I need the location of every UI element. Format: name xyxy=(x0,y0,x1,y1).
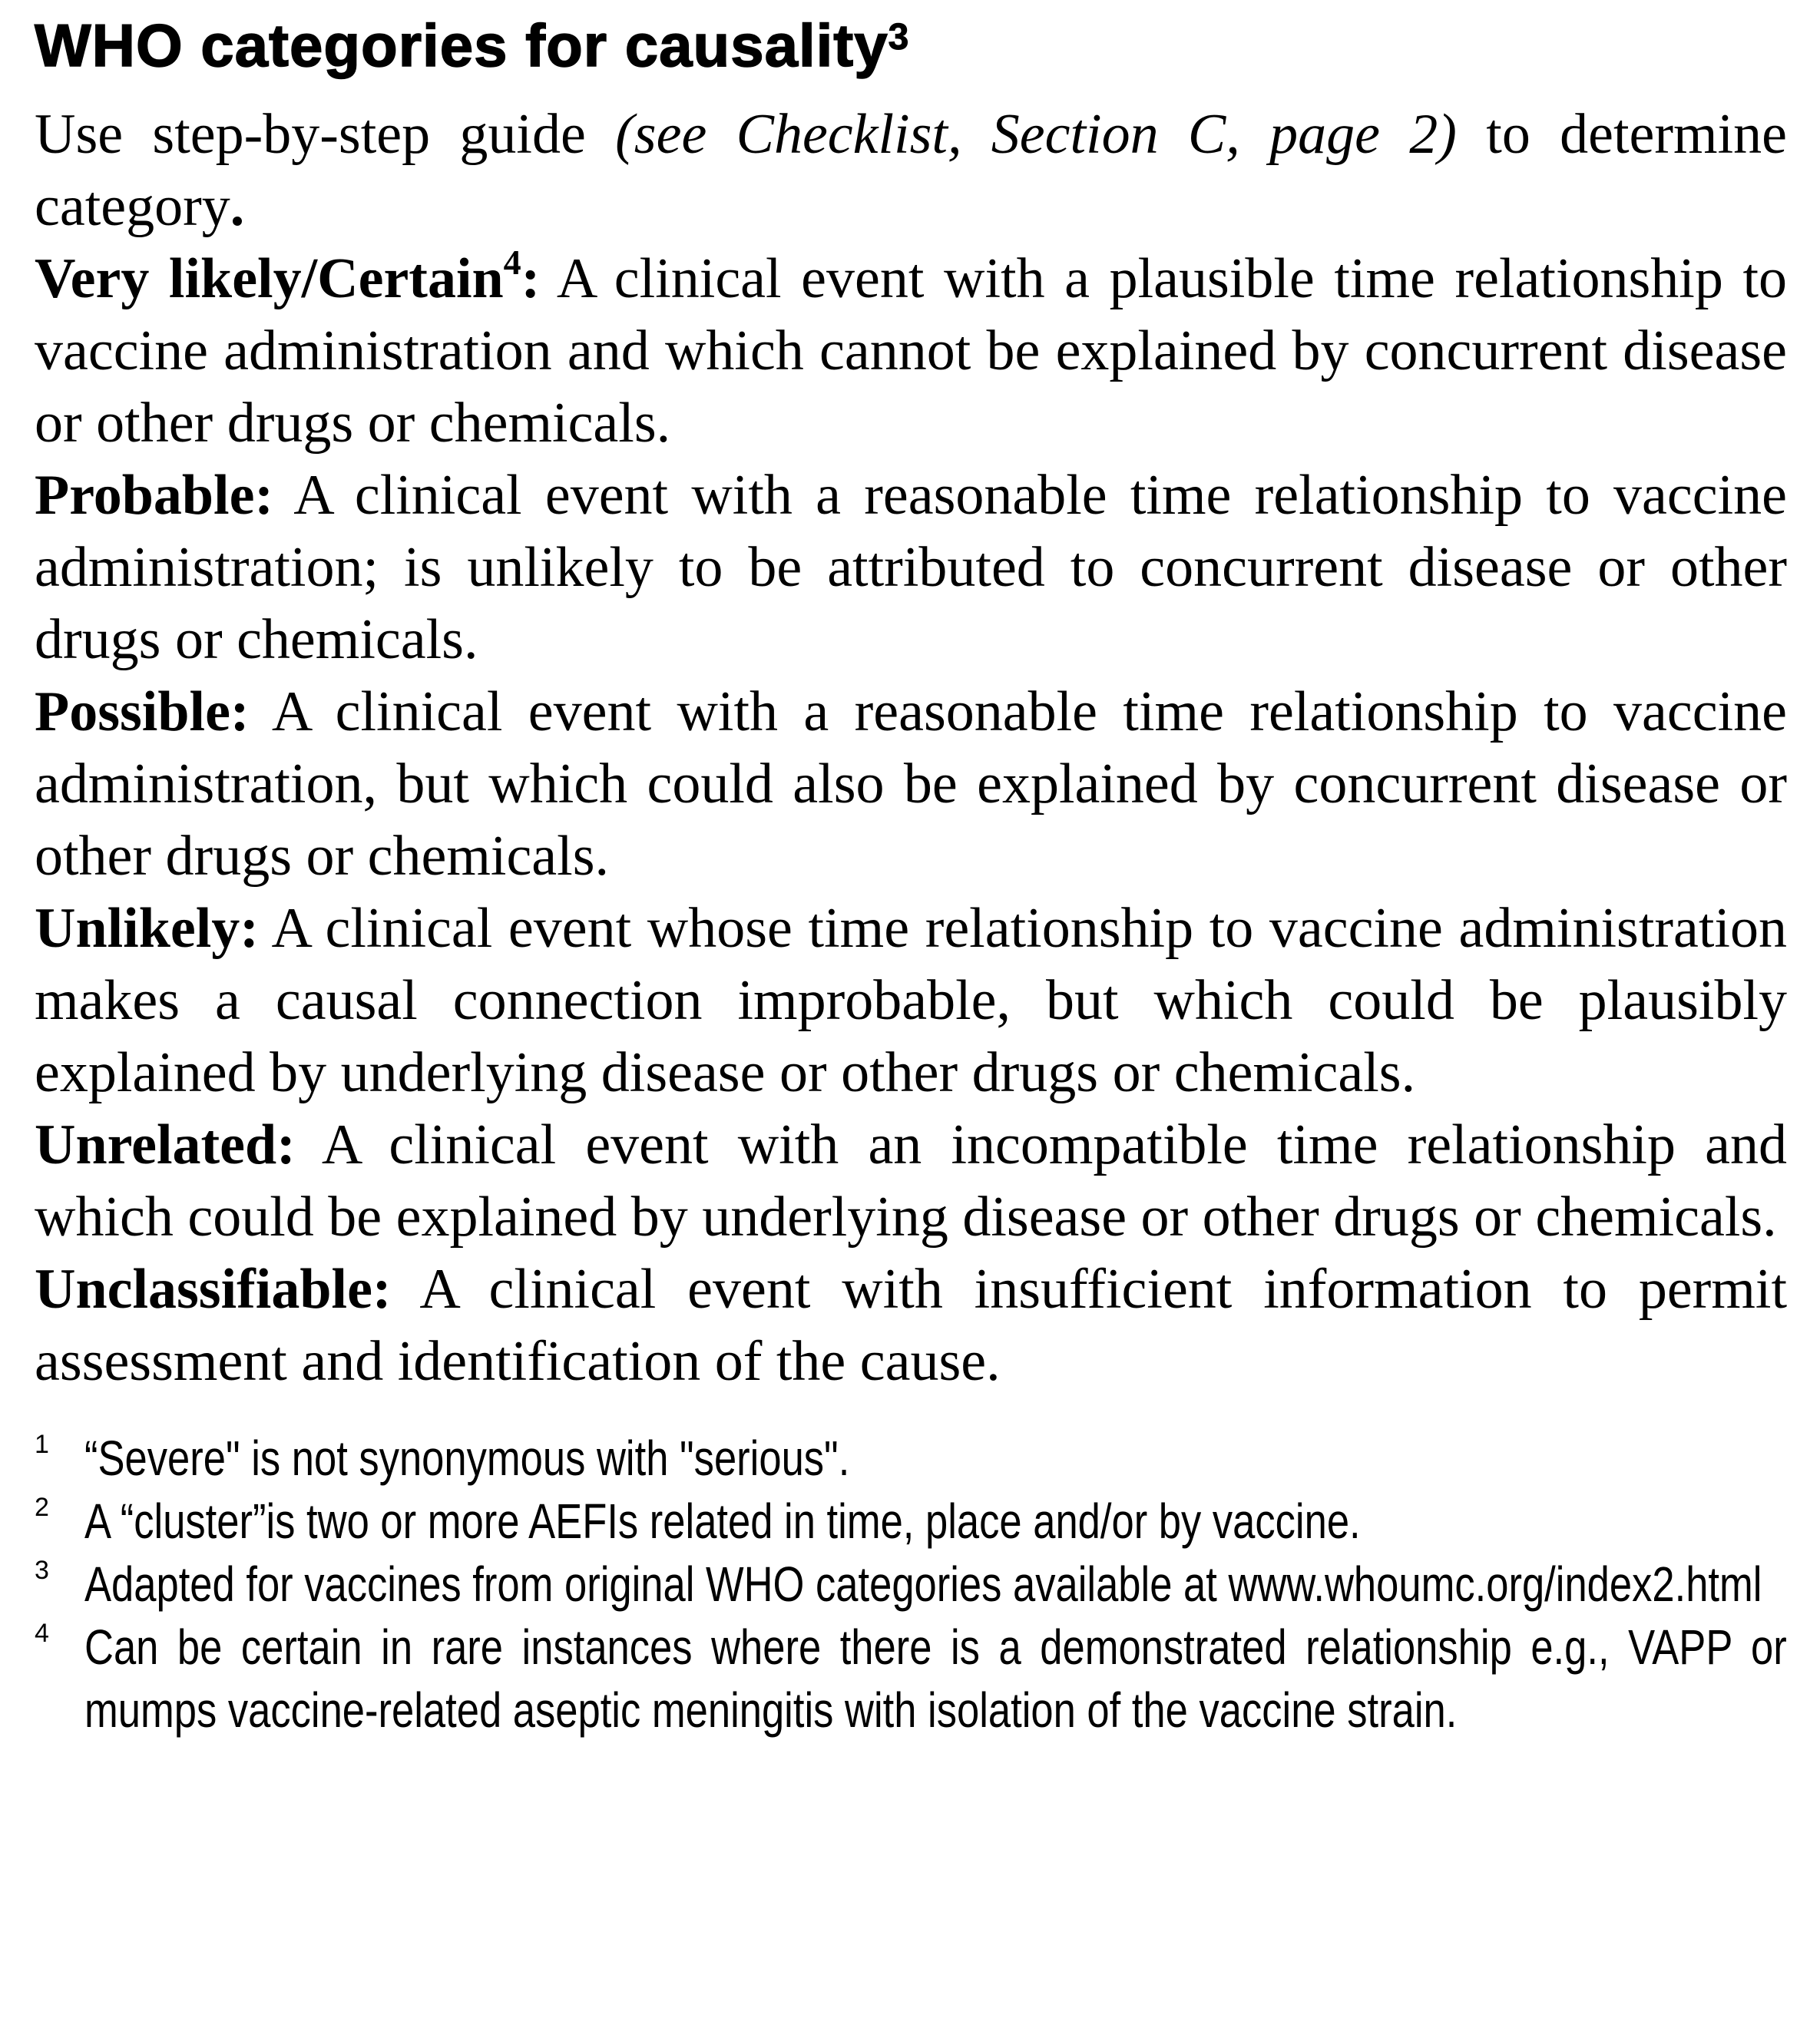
footnote-text: A “cluster”is two or more AEFIs related in time, place and/or by vaccine. xyxy=(84,1494,1361,1549)
footnotes-section xyxy=(35,1427,1787,1742)
category-term xyxy=(35,243,541,310)
footnote-number: 2 xyxy=(35,1493,49,1522)
category-definition: A clinical event with a reasonable time relationship to vaccine administration, but which could also be explained by concurrent disease or other drugs or chemicals. xyxy=(35,680,1787,888)
category-unrelated xyxy=(35,1109,1787,1253)
document-page xyxy=(35,0,1787,1742)
checklist-reference: (see Checklist, Section C, page 2) xyxy=(615,103,1457,166)
intro-paragraph xyxy=(35,98,1787,243)
intro-text-after: to determine category xyxy=(35,103,1787,238)
footnote-number: 4 xyxy=(35,1619,49,1648)
footnote-3 xyxy=(35,1553,1787,1616)
section-title-text: WHO categories for causality xyxy=(35,12,888,79)
category-term-colon: : xyxy=(521,247,541,310)
category-unclassifiable xyxy=(35,1253,1787,1398)
category-probable xyxy=(35,459,1787,676)
category-definition: A clinical event with an incompatible time relationship and which could be explained by underlying disease or other drugs or chemicals. xyxy=(35,1113,1787,1249)
category-definition: A clinical event with a plausible time relationship to vaccine administration and which cannot be explained by concurrent disease or other drugs or chemicals. xyxy=(35,247,1788,455)
category-definition: A clinical event whose time relationship to vaccine administration makes a causal connection improbable, but which could be plausibly explained by underlying disease or other drugs or chemicals. xyxy=(35,897,1787,1104)
section-title xyxy=(35,0,1787,79)
category-term-text: Very likely/Certain xyxy=(35,247,504,310)
category-term: Unrelated: xyxy=(35,1113,296,1176)
category-possible xyxy=(35,676,1787,892)
title-footnote-ref[interactable]: 3 xyxy=(888,17,910,58)
category-term: Unclassifiable: xyxy=(35,1258,392,1321)
category-term: Possible: xyxy=(35,680,250,743)
footnote-1 xyxy=(35,1427,1787,1490)
category-definition: A clinical event with insufficient information to permit assessment and identification of the cause. xyxy=(35,1258,1787,1393)
footnote-number: 3 xyxy=(35,1556,49,1585)
footnote-4 xyxy=(35,1616,1787,1742)
footnote-text[interactable]: Adapted for vaccines from original WHO categories available at www.whoumc.org/index2.html xyxy=(84,1557,1762,1612)
category-term: Unlikely: xyxy=(35,897,259,960)
intro-text-before: Use step-by-step guide xyxy=(35,103,616,166)
footnote-text: “Severe" is not synonymous with "serious". xyxy=(84,1431,850,1486)
category-very-likely-certain xyxy=(35,243,1787,459)
footnote-number: 1 xyxy=(35,1430,49,1459)
category-unlikely xyxy=(35,892,1787,1109)
category-definition: A clinical event with a reasonable time relationship to vaccine administration; is unlikely to be attributed to concurrent disease or other drugs or chemicals. xyxy=(35,464,1787,671)
footnote-text: Can be certain in rare instances where there is a demonstrated relationship e.g., VAPP or mumps vaccine-related aseptic meningitis with isolation of the vaccine strain. xyxy=(84,1619,1787,1738)
intro-final-punct: . xyxy=(230,175,245,238)
category-term: Probable: xyxy=(35,464,274,527)
footnote-2 xyxy=(35,1490,1787,1553)
term-footnote-ref[interactable]: 4 xyxy=(503,243,521,282)
